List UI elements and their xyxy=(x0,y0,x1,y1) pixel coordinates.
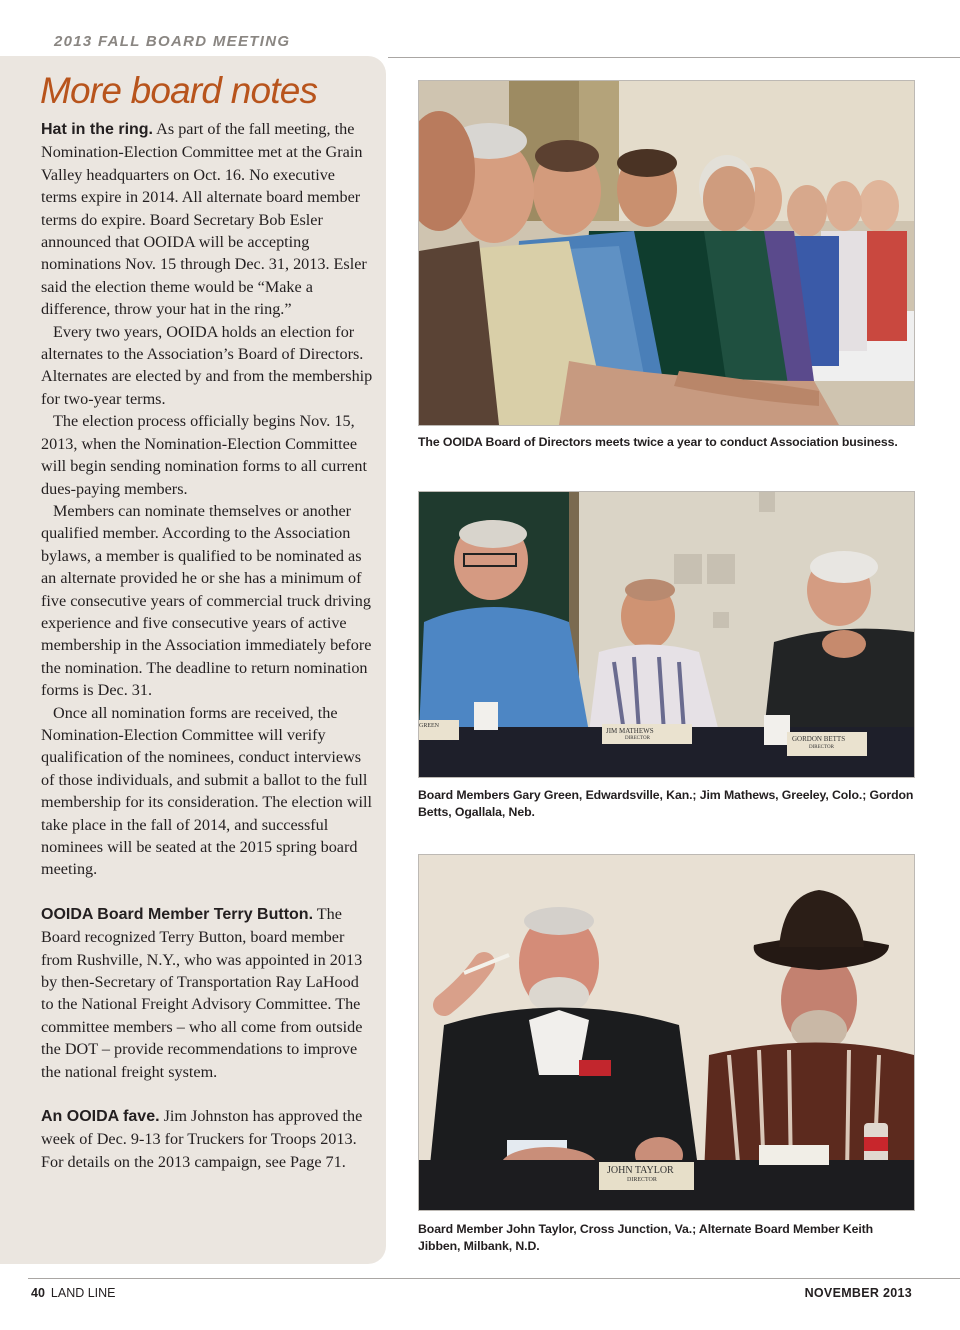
paragraph-text: The election process officially begins Nov. 15, 2013, when the Nomination-Election Committee will begin sending nomination forms to all current dues-paying members. xyxy=(41,412,367,498)
article-headline: More board notes xyxy=(40,70,318,111)
paragraph-ooida-fave xyxy=(41,1105,373,1173)
paragraph-text: As part of the fall meeting, the Nomination-Election Committee met at the Grain Valley headquarters on Oct. 16. No executive terms expire in 2014. All alternate board member terms do expire. Board Secretary Bob Esler announced that OOIDA will be accepting nominations Nov. 15 through Dec. 31, 2013. Esler said the election theme would be “Make a difference, throw your hat in the ring.” xyxy=(41,120,367,319)
section-label: 2013 FALL BOARD MEETING xyxy=(54,33,291,50)
nameplate-green: GREEN xyxy=(419,723,439,729)
paragraph-lead: OOIDA Board Member Terry Button. xyxy=(41,905,314,923)
photo-taylor-jibben-image xyxy=(419,855,914,1210)
nameplate-john-taylor: JOHN TAYLOR xyxy=(607,1165,674,1176)
nameplate-director: DIRECTOR xyxy=(809,745,834,750)
paragraph-text: Jim Johnston has approved the week of Dec. 9-13 for Truckers for Troops 2013. For details on the 2013 campaign, see Page 71. xyxy=(41,1107,363,1171)
paragraph-text: Members can nominate themselves or another qualified member. According to the Association bylaws, a member is qualified to be nominated as an alternate provided he or she has a minimum of five consecutive years of commercial truck driving experience and five consecutive years of active membership in the Association immediately before the nomination. The deadline to return nomination forms is Dec. 31. xyxy=(41,501,372,700)
photo-caption: Board Members Gary Green, Edwardsville, Kan.; Jim Mathews, Greeley, Colo.; Gordon Betts, Ogallala, Neb. xyxy=(418,788,914,819)
top-rule xyxy=(388,57,960,58)
publication-name: LAND LINE xyxy=(50,1286,116,1300)
paragraph-lead: An OOIDA fave. xyxy=(41,1108,160,1126)
bottom-rule xyxy=(28,1278,960,1279)
paragraph-text: Once all nomination forms are received, the Nomination-Election Committee will verify qualification of the nominees, conduct interviews of those individuals, and submit a ballot to the full membership for its consideration. The election will take place in the fall of 2014, and successful nominees will be seated at the 2015 spring board meeting. xyxy=(41,703,373,879)
paragraph-lead: Hat in the ring. xyxy=(41,121,153,138)
photo-board-members-table xyxy=(418,491,915,778)
nameplate-director: DIRECTOR xyxy=(627,1177,657,1183)
footer-left xyxy=(31,1286,116,1300)
photo-board-meeting-image xyxy=(419,81,914,425)
page-number: 40 xyxy=(31,1286,45,1300)
paragraph-text: The Board recognized Terry Button, board member from Rushville, N.Y., who was appointed in 2013 by then-Secretary of Transportation Ray LaHood to the National Freight Advisory Committee. The committee members – who all come from outside the DOT – provide recommendations to improve the national freight system. xyxy=(41,904,363,1081)
nameplate-jim-mathews: JIM MATHEWS xyxy=(606,727,654,735)
photo-caption: Board Member John Taylor, Cross Junction, Va.; Alternate Board Member Keith Jibben, Milbank, N.D. xyxy=(418,1222,874,1253)
nameplate-gordon-betts: GORDON BETTS xyxy=(792,735,846,743)
issue-date: NOVEMBER 2013 xyxy=(804,1286,912,1300)
paragraph-text: Every two years, OOIDA holds an election for alternates to the Association’s Board of Directors. Alternates are elected by and from the membership for two-year terms. xyxy=(41,322,373,408)
photo-board-meeting xyxy=(418,80,915,426)
paragraph-terry-button xyxy=(41,903,373,1083)
nameplate-director: DIRECTOR xyxy=(625,736,650,741)
photo-taylor-jibben xyxy=(418,854,915,1211)
article-body xyxy=(41,118,373,1173)
photo-caption: The OOIDA Board of Directors meets twice a year to conduct Association business. xyxy=(418,435,898,449)
paragraph-hat-in-the-ring xyxy=(41,118,373,321)
